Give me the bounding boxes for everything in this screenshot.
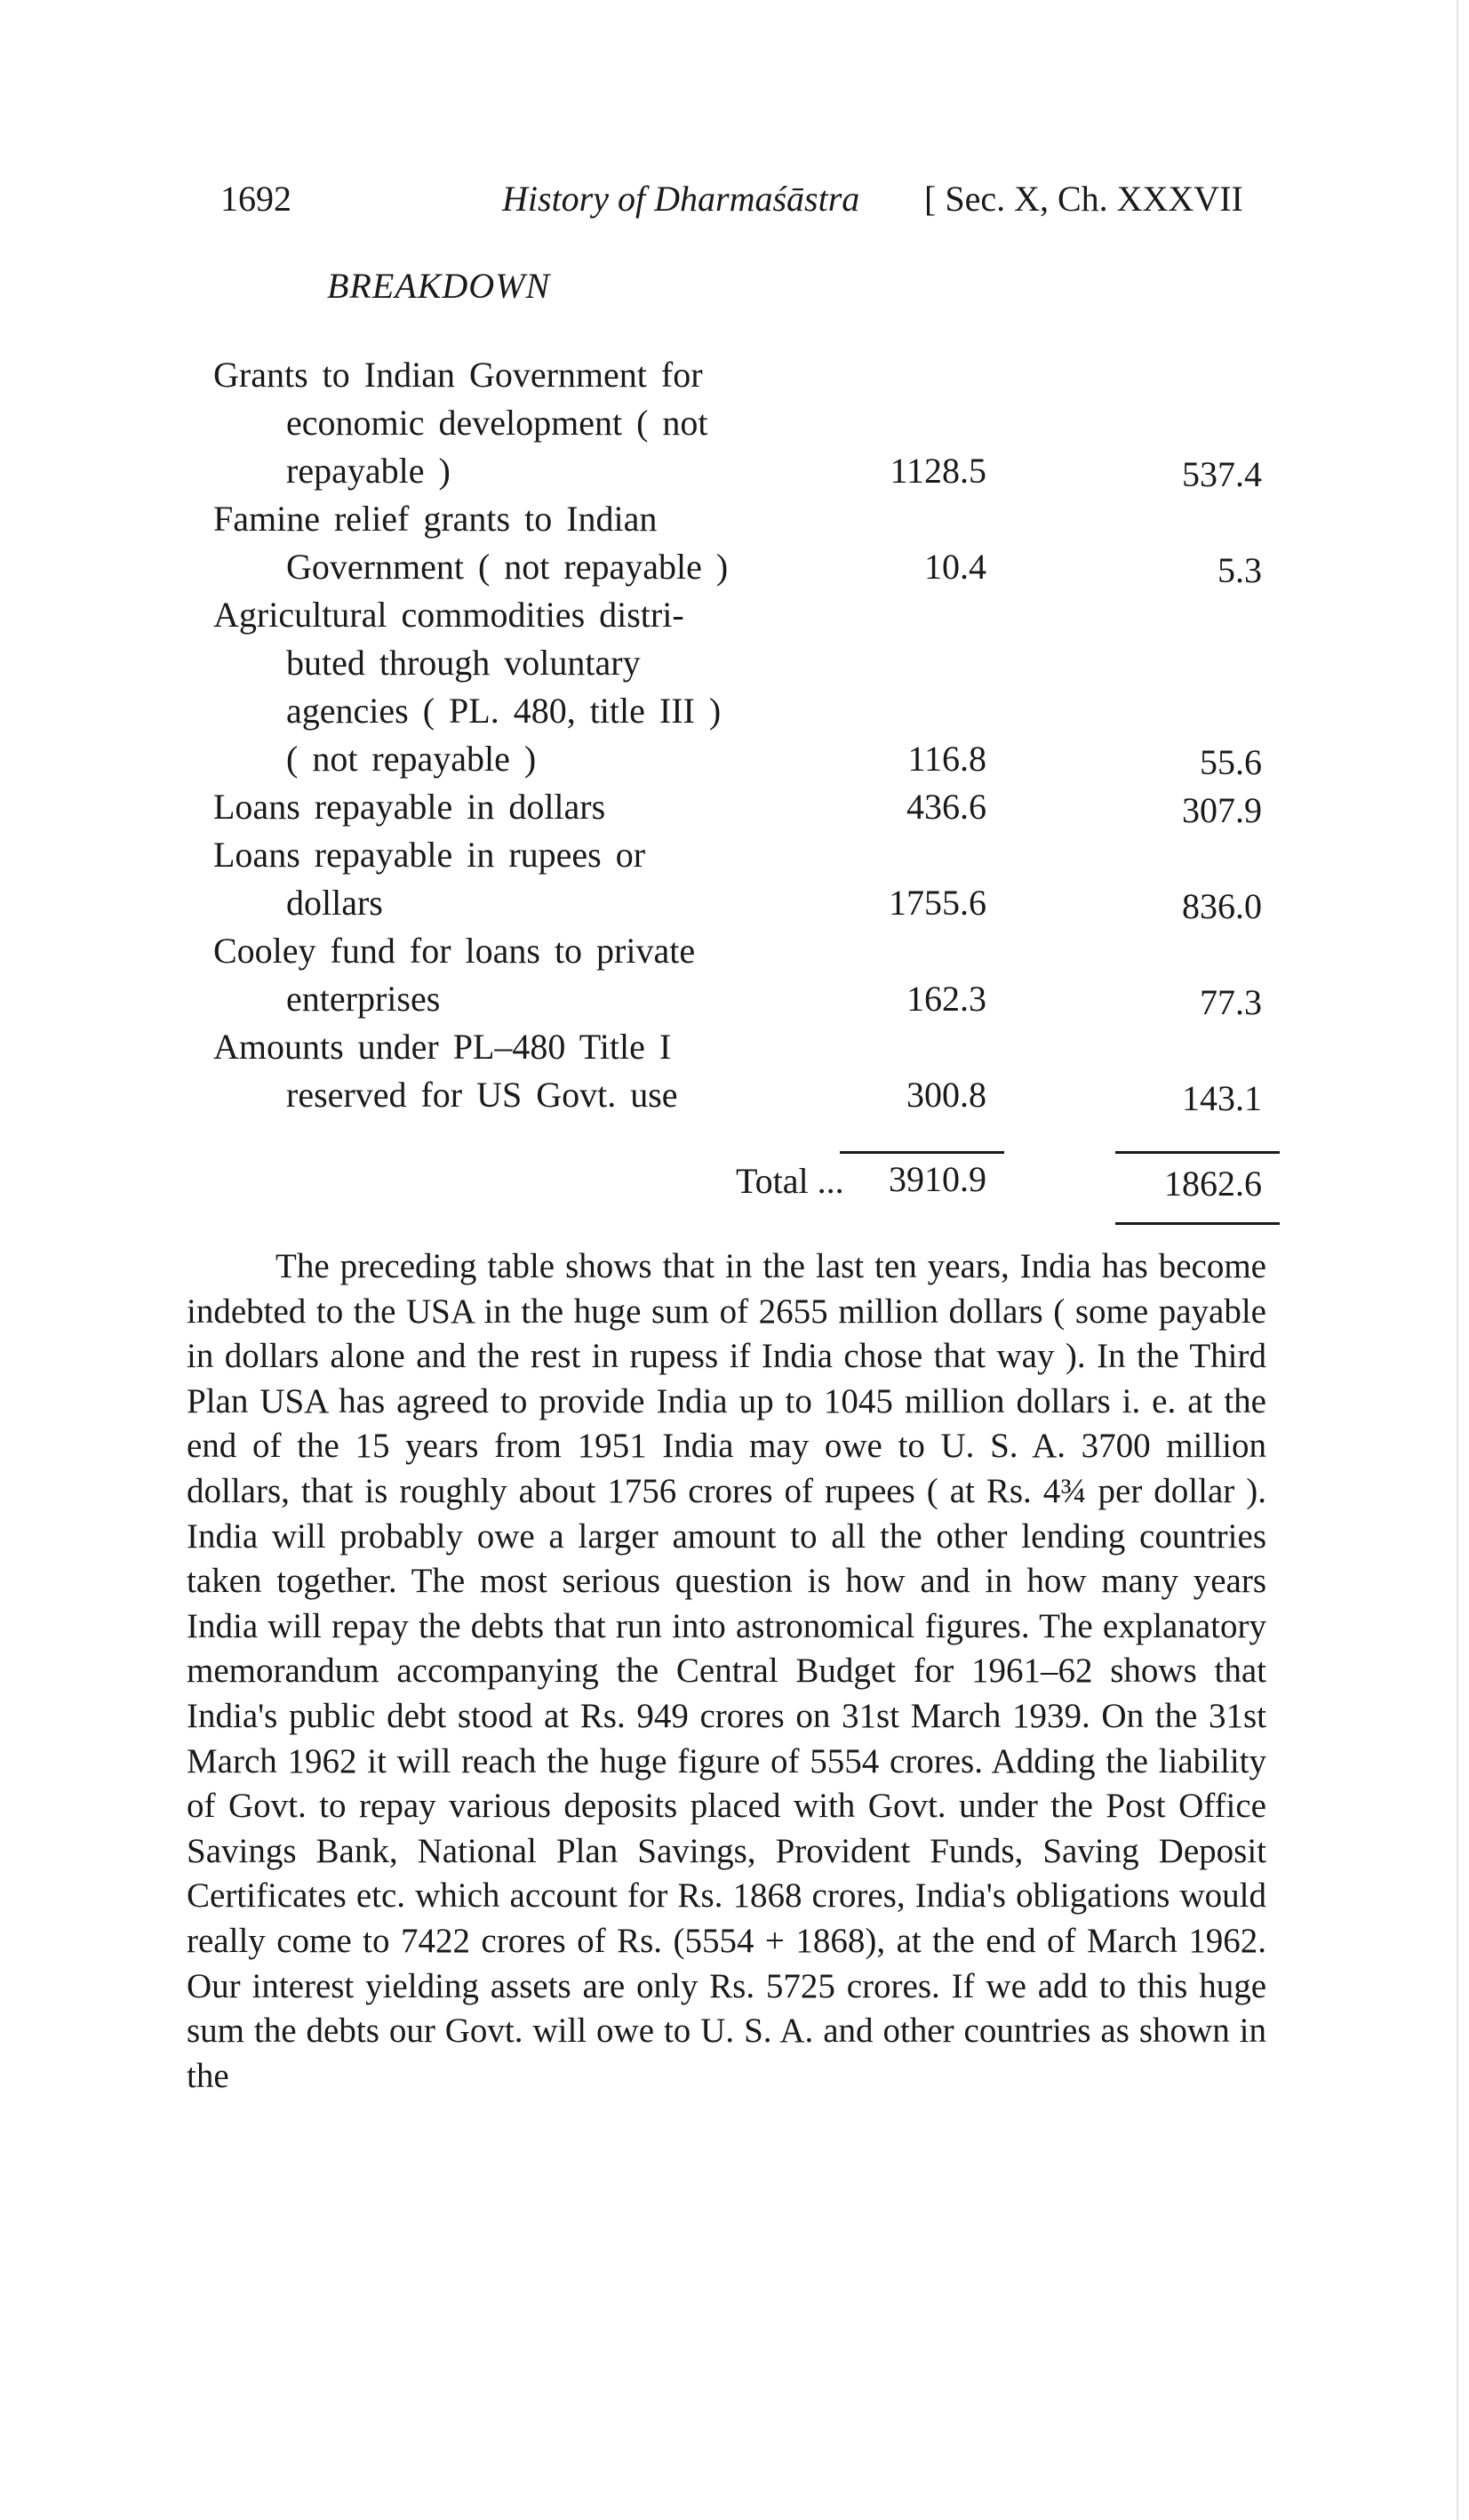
subheading: BREAKDOWN <box>327 266 551 306</box>
paragraph-text: The preceding table shows that in the last ten years, India has become indebted to the USA in the huge sum of 2655 million dollars ( some payable in dollars alone and the rest in rupess if India chose that way ). In the Third Plan USA has agreed to provide India up to 1045 million dollars i. e. at the end of the 15 years from 1951 India may owe to U. S. A. 3700 million dollars, that is roughly about 1756 crores of rupees ( at Rs. 4¾ per dollar ). India will probably owe a larger amount to all the other lending countries taken together. The most serious question is how and in how many years India will repay the debts that run into astronomical figures. The explanatory memorandum accompanying the Central Budget for 1961–62 shows that India's public debt stood at Rs. 949 crores on 31st March 1939. On the 31st March 1962 it will reach the huge figure of 5554 crores. Adding the liability of Govt. to repay various deposits placed with Govt. under the Post Office Savings Bank, National Plan Savings, Provident Funds, Saving Deposit Certificates etc. which account for Rs. 1868 crores, India's obligations would really come to 7422 crores of Rs. (5554 + 1868), at the end of March 1962. Our interest yielding assets are only Rs. 5725 crores. If we add to this huge sum the debts our Govt. will owe to U. S. A. and other countries as shown in the <box>187 1247 1266 2095</box>
table-cell-col2: 537.4 <box>1182 454 1262 494</box>
table-cell-col2: 5.3 <box>1218 550 1262 590</box>
table-row-label-line: Cooley fund for loans to private <box>213 931 696 971</box>
table-cell-col2: 77.3 <box>1200 982 1262 1022</box>
section-reference: [ Sec. X, Ch. XXXVII <box>924 179 1243 219</box>
total-underline <box>1115 1222 1280 1225</box>
table-row-label-line: Grants to Indian Government for <box>213 355 703 395</box>
table-cell-col2: 143.1 <box>1182 1078 1262 1118</box>
page-header <box>0 178 1469 231</box>
running-title: History of Dharmaśāstra <box>502 179 860 219</box>
table-cell-col2: 55.6 <box>1200 742 1262 782</box>
table-cell-col1: 116.8 <box>907 739 986 779</box>
table-row-label-line: Famine relief grants to Indian <box>213 499 658 539</box>
table-cell-col2: 307.9 <box>1182 790 1262 830</box>
body-paragraph <box>187 1244 1266 2099</box>
total-rule-col2 <box>1115 1151 1280 1154</box>
table-row-label-line: ( not repayable ) <box>286 739 537 779</box>
table-row-label-line: Government ( not repayable ) <box>286 547 729 587</box>
table-cell-col1: 300.8 <box>906 1075 986 1115</box>
table-row-label-line: Loans repayable in dollars <box>213 787 606 827</box>
page-number: 1692 <box>220 179 291 219</box>
table-cell-col1: 436.6 <box>906 787 986 827</box>
total-col1: 3910.9 <box>889 1159 986 1199</box>
table-row-label-line: Loans repayable in rupees or <box>213 835 646 875</box>
table-row-label-line: Agricultural commodities distri- <box>213 595 684 635</box>
table-row-label-line: repayable ) <box>286 451 451 491</box>
table-row-label-line: economic development ( not <box>286 403 708 443</box>
table-row-label-line: buted through voluntary <box>286 643 641 683</box>
table-row-label-line: reserved for US Govt. use <box>286 1075 678 1115</box>
table-cell-col1: 162.3 <box>906 979 986 1019</box>
table-cell-col1: 1755.6 <box>889 883 986 923</box>
table-row-label-line: Amounts under PL–480 Title I <box>213 1027 672 1067</box>
table-row-label-line: dollars <box>286 883 383 923</box>
table-cell-col1: 1128.5 <box>890 451 986 491</box>
table-cell-col1: 10.4 <box>924 547 986 587</box>
total-rule-col1 <box>840 1151 1004 1154</box>
total-label: Total ... <box>736 1161 844 1201</box>
total-col2: 1862.6 <box>1164 1164 1262 1204</box>
table-cell-col2: 836.0 <box>1182 886 1262 926</box>
table-row-label-line: agencies ( PL. 480, title III ) <box>286 691 722 731</box>
table-row-label-line: enterprises <box>286 979 441 1019</box>
page-edge-line <box>1457 0 1458 2520</box>
